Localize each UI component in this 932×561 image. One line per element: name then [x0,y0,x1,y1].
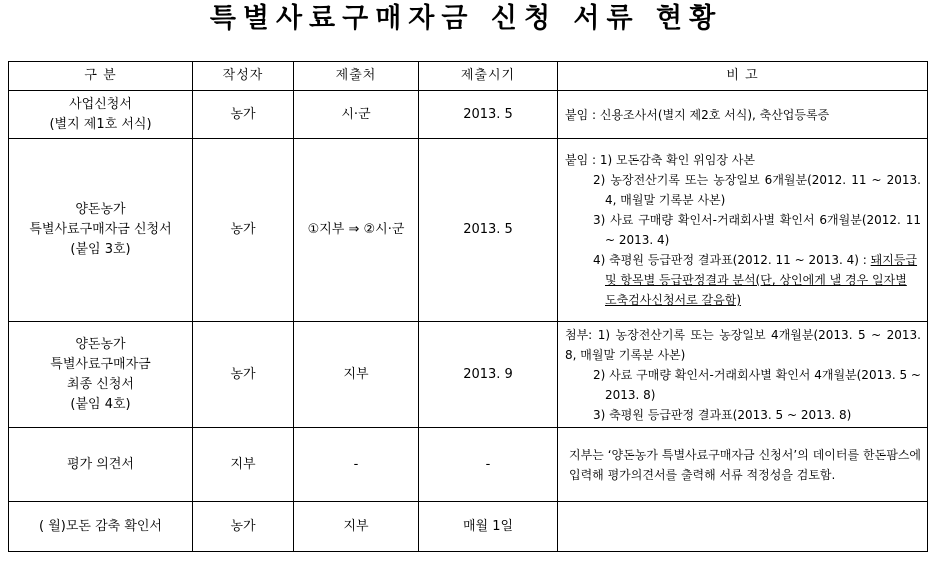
category-line: 최종 신청서 [67,376,134,392]
row-author: 농가 [193,322,294,428]
header-category: 구 분 [9,62,193,91]
row-author: 지부 [193,428,294,502]
category-line: 양돈농가 [75,202,126,217]
header-remarks: 비 고 [558,62,928,91]
header-submit-to: 제출처 [294,62,419,91]
row-category [9,91,193,139]
row-author: 농가 [193,502,294,552]
table-row [9,428,928,502]
row-period: 2013. 5 [419,139,558,322]
row-period: 매월 1일 [419,502,558,552]
row-category [9,139,193,322]
row-category [9,322,193,428]
header-author: 작성자 [193,62,294,91]
row-submit-to: 시·군 [294,91,419,139]
row-submit-to: 지부 [294,502,419,552]
remark-line: 3) 사료 구매량 확인서-거래회사별 확인서 6개월분(2012. 11 ~ 2013. 4) [593,213,921,247]
category-line: (별지 제1호 서식) [49,116,152,132]
row-author: 농가 [193,91,294,139]
category-line: (붙임 3호) [70,242,131,257]
remark-line [565,250,921,310]
remark-text: 4) 축평원 등급판정 결과표(2012. 11 ~ 2013. 4) : [593,253,867,267]
category-line: 사업신청서 [69,96,132,112]
row-category: ( 월)모돈 감축 확인서 [9,502,193,552]
category-line: 특별사료구매자금 신청서 [29,222,172,237]
category-line: 특별사료구매자금 [50,356,151,372]
header-period: 제출시기 [419,62,558,91]
row-author: 농가 [193,139,294,322]
table-row [9,139,928,322]
remark-line: 2) 사료 구매량 확인서-거래회사별 확인서 4개월분(2013. 5 ~ 2013. 8) [593,367,921,402]
table-row [9,502,928,552]
remark-line: 3) 축평원 등급판정 결과표(2013. 5 ~ 2013. 8) [593,407,852,422]
table-row [9,322,928,428]
row-remarks [558,428,928,502]
document-table [8,61,928,552]
remark-underlined: 돼지등급 및 항목별 등급판정결과 분석(단, 상인에게 낼 경우 일자별 도축검사신청서로 갈음함) [605,253,918,307]
row-period: 2013. 9 [419,322,558,428]
remark-line: 붙임 : 신용조사서(별지 제2호 서식), 축산업등록증 [565,107,830,122]
remark-line: 첨부: 1) 농장전산기록 또는 농장일보 4개월분(2013. 5 ~ 2013. 8, 매월말 기록분 사본) [565,327,921,362]
row-remarks [558,139,928,322]
table-row [9,91,928,139]
row-period: - [419,428,558,502]
category-line: (붙임 4호) [70,396,131,412]
page-title: 특별사료구매자금 신청 서류 현황 [209,3,723,34]
row-remarks [558,91,928,139]
row-category: 평가 의견서 [9,428,193,502]
header-row [9,62,928,91]
remark-line: 붙임 : 1) 모돈감축 확인 위임장 사본 [565,153,755,167]
row-remarks [558,502,928,552]
row-submit-to: 지부 [294,322,419,428]
row-submit-to: ①지부 ⇒ ②시·군 [294,139,419,322]
row-submit-to: - [294,428,419,502]
remark-line: 지부는 ‘양돈농가 특별사료구매자금 신청서’의 데이터를 한돈팜스에 입력해 평가의견서를 출력해 서류 적정성을 검토함. [569,447,921,482]
category-line: 양돈농가 [75,336,126,352]
row-remarks [558,322,928,428]
row-period: 2013. 5 [419,91,558,139]
remark-line: 2) 농장전산기록 또는 농장일보 6개월분(2012. 11 ~ 2013. 4, 매월말 기록분 사본) [593,173,921,207]
